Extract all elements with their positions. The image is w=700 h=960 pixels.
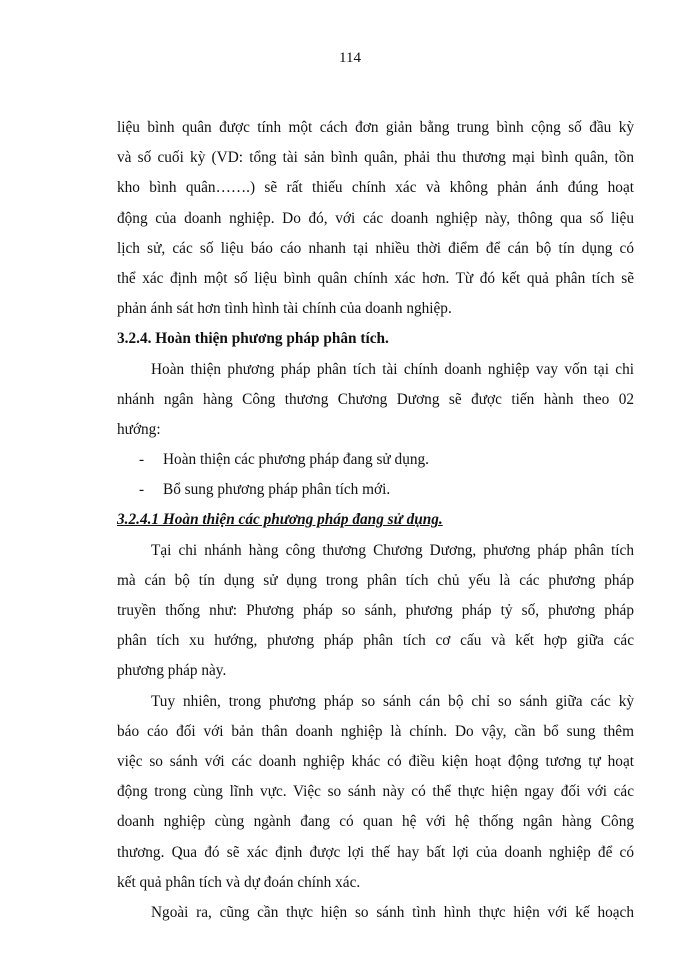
paragraph-line: Tuy nhiên, trong phương pháp so sánh cán bộ chỉ so sánh giữa các kỳ [151, 692, 634, 710]
section-heading: 3.2.4. Hoàn thiện phương pháp phân tích. [117, 330, 389, 348]
paragraph-line: việc so sánh với các doanh nghiệp khác có điều kiện hoạt động tương tự hoạt [117, 752, 634, 770]
body-line: và số cuối kỳ (VD: tổng tài sản bình quân, phải thu thương mại bình quân, tồn [117, 149, 634, 167]
bullet-item [117, 475, 634, 505]
bullet-text: Hoàn thiện các phương pháp đang sử dụng. [163, 451, 429, 469]
body-line: phản ánh sát hơn tình hình tài chính của doanh nghiệp. [117, 300, 452, 318]
paragraph-line: kết quả phân tích và dự đoán chính xác. [117, 873, 361, 891]
body-line: động của doanh nghiệp. Do đó, với các doanh nghiệp này, thông qua số liệu [117, 209, 634, 227]
paragraph-line: báo cáo đối với bản thân doanh nghiệp là chính. Do vậy, cần bổ sung thêm [117, 722, 634, 740]
intro-line: Hoàn thiện phương pháp phân tích tài chính doanh nghiệp vay vốn tại chi [151, 360, 634, 378]
bullet-marker: - [139, 481, 145, 499]
intro-line: hướng: [117, 420, 161, 438]
body-line: thể xác định một số liệu bình quân chính xác hơn. Từ đó kết quả phân tích sẽ [117, 269, 634, 287]
page-number: 114 [339, 50, 361, 66]
paragraph-line: mà cán bộ tín dụng sử dụng trong phân tích chủ yếu là các phương pháp [117, 571, 634, 589]
paragraph-line: Tại chi nhánh hàng công thương Chương Dương, phương pháp phân tích [151, 541, 634, 559]
document-body [117, 113, 634, 928]
subsection-heading-line [117, 505, 634, 535]
body-line: liệu bình quân được tính một cách đơn giản bằng trung bình cộng số đầu kỳ [117, 119, 634, 136]
paragraph-line: thương. Qua đó sẽ xác định được lợi thế hay bất lợi của doanh nghiệp để có [117, 843, 634, 861]
paragraph-line: truyền thống như: Phương pháp so sánh, phương pháp tỷ số, phương pháp [117, 602, 634, 619]
body-line: lịch sử, các số liệu báo cáo nhanh tại nhiều thời điểm để cán bộ tín dụng có [117, 239, 634, 257]
subsection-heading: 3.2.4.1 Hoàn thiện các phương pháp đang sử dụng. [117, 511, 443, 529]
intro-line: nhánh ngân hàng Công thương Chương Dương sẽ được tiến hành theo 02 [117, 390, 634, 408]
paragraph-line: phân tích xu hướng, phương pháp phân tích cơ cấu và kết hợp giữa các [117, 632, 634, 650]
paragraph-line: động trong cùng lĩnh vực. Việc so sánh này có thể thực hiện ngay đối với các [117, 783, 634, 801]
paragraph-line: doanh nghiệp cùng ngành đang có quan hệ với hệ thống ngân hàng Công [117, 813, 634, 831]
bullet-marker: - [139, 451, 145, 469]
paragraph-line: phương pháp này. [117, 662, 227, 680]
bullet-text: Bổ sung phương pháp phân tích mới. [163, 481, 391, 499]
body-line: kho bình quân…….) sẽ rất thiếu chính xác và không phản ánh đúng hoạt [117, 179, 634, 197]
bullet-item [117, 445, 634, 475]
paragraph-line: Ngoài ra, cũng cần thực hiện so sánh tình hình thực hiện với kế hoạch [151, 903, 634, 921]
